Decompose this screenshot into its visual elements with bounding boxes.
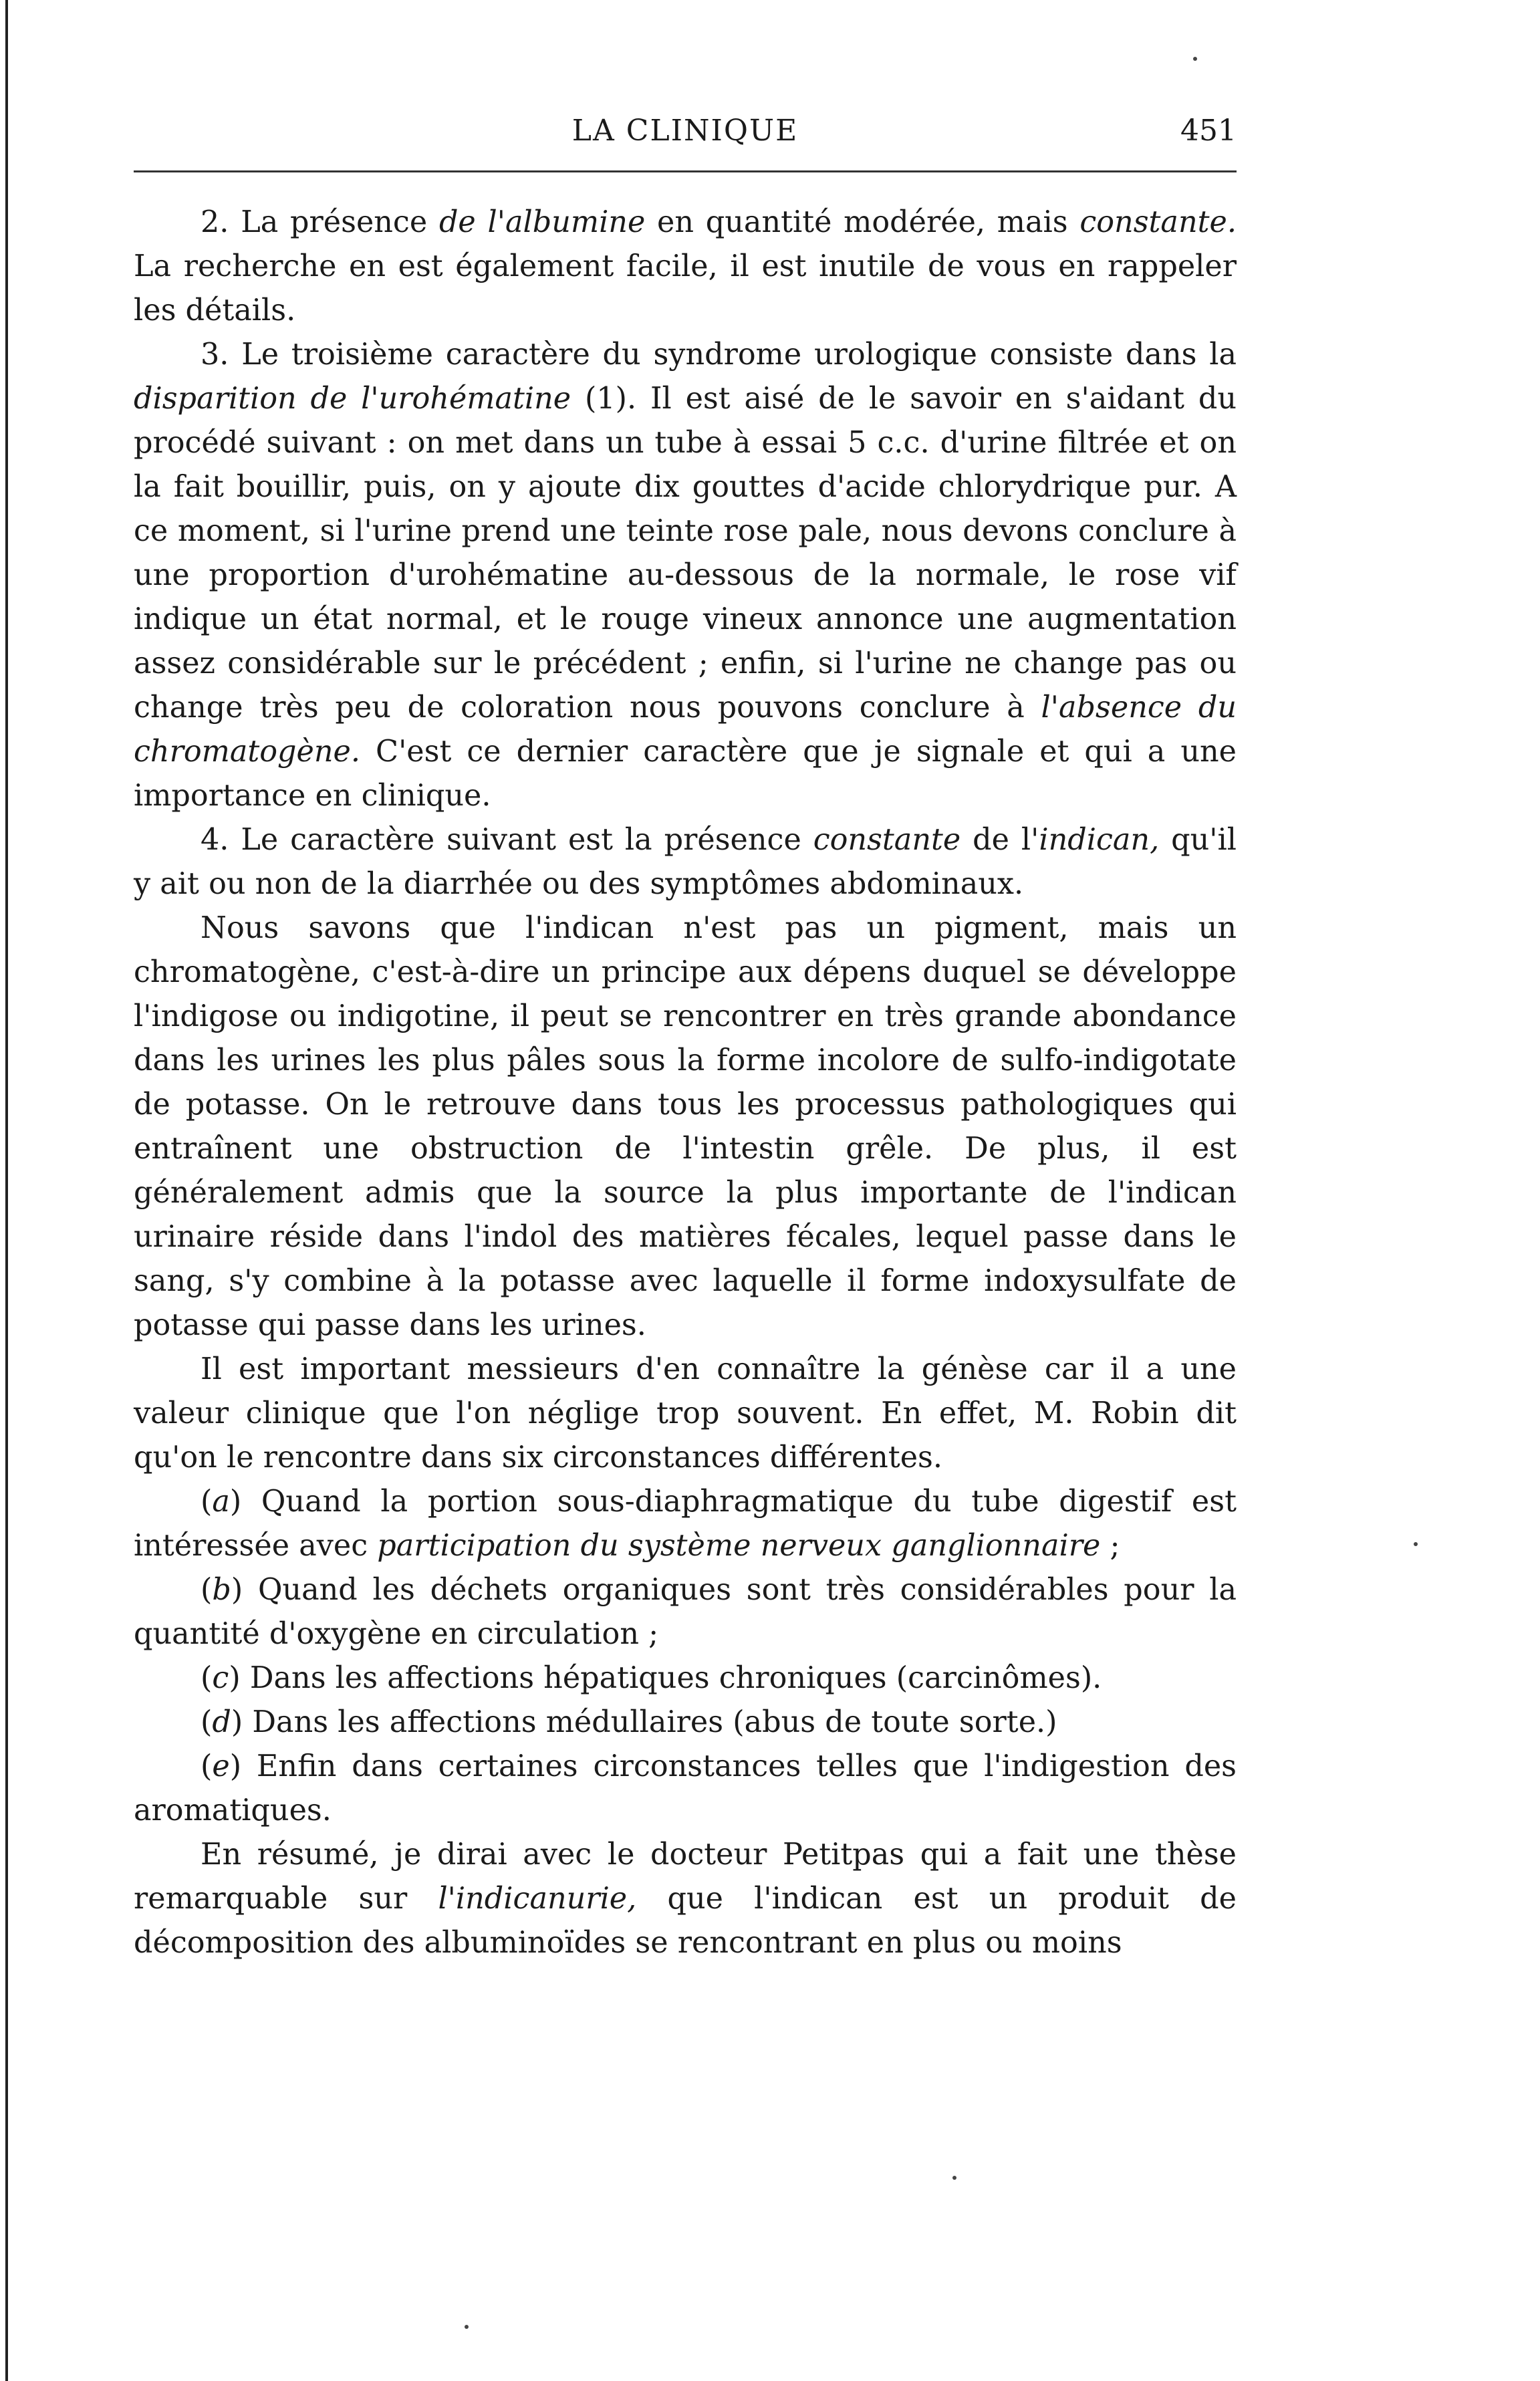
italic-run: constante — [813, 823, 961, 857]
scan-speck — [952, 2176, 956, 2180]
paragraph-genese: Il est important messieurs d'en connaître la génèse car il a une valeur clinique que l'on néglige trop souvent. En effet, M. Robin dit qu'on le rencontre dans six circonstances différentes. — [134, 1352, 1237, 1475]
text-run: qu'il y ait ou non de la diarrhée ou des symptômes abdominaux. — [134, 823, 1237, 901]
text-run: ( — [201, 1485, 213, 1519]
scan-speck — [1414, 1542, 1418, 1546]
page-header — [134, 107, 1237, 160]
page-number: 451 — [1180, 114, 1237, 148]
italic-run: b — [212, 1573, 231, 1607]
text-run: C'est ce dernier caractère que je signale et qui a une importance en clinique. — [134, 735, 1237, 813]
paragraph-chromatogene: Nous savons que l'indican n'est pas un pigment, mais un chromatogène, c'est-à-dire un principe aux dépens duquel se développe l'indigose ou indigotine, il peut se rencontrer en très grande abondance dans les urines les plus pâles sous la forme incolore de sulfo-indigotate de potasse. On le retrouve dans tous les processus pathologiques qui entraînent une obstruction de l'intestin grêle. De plus, il est généralement admis que la source la plus importante de l'indican urinaire réside dans l'indol des matières fécales, lequel passe dans le sang, s'y combine à la potasse avec laquelle il forme indoxysulfate de potasse qui passe dans les urines. — [134, 911, 1237, 1342]
italic-run: indican, — [1039, 823, 1160, 857]
list-item-a — [134, 1480, 1237, 1568]
italic-run: c — [212, 1661, 229, 1695]
text-run: ) Quand les déchets organiques sont très considérables pour la quantité d'oxygène en circulation ; — [134, 1573, 1237, 1651]
italic-run: d — [212, 1705, 231, 1739]
running-title: LA CLINIQUE — [571, 114, 799, 148]
text-run: La recherche en est également facile, il est inutile de vous en rappeler les détails. — [134, 249, 1237, 328]
italic-run: l'absence du chromatogène. — [134, 691, 1237, 769]
scan-speck — [1193, 57, 1197, 61]
italic-run: a — [212, 1485, 230, 1519]
text-run: En résumé, je dirai avec le docteur Petitpas qui a fait une thèse remarquable sur — [134, 1838, 1237, 1916]
text-run: ( — [201, 1705, 213, 1739]
list-item-d — [134, 1701, 1237, 1745]
list-item-b — [134, 1568, 1237, 1656]
italic-run: de l'albumine — [438, 205, 646, 239]
text-run: ( — [201, 1573, 213, 1607]
paragraph-resume — [134, 1833, 1237, 1965]
italic-run: constante. — [1079, 205, 1237, 239]
text-run: ( — [201, 1661, 213, 1695]
paragraph-urohematine — [134, 333, 1237, 818]
italic-run: e — [212, 1749, 230, 1783]
text-run: ) Dans les affections hépatiques chroniques (carcinômes). — [229, 1661, 1102, 1695]
text-run: 4. Le caractère suivant est la présence — [201, 823, 813, 857]
text-run: ) Enfin dans certaines circonstances telles que l'indigestion des aromatiques. — [134, 1749, 1237, 1828]
italic-run: disparition de l'urohématine — [134, 382, 571, 416]
list-item-e — [134, 1745, 1237, 1833]
scan-speck — [465, 2325, 469, 2329]
text-run: ; — [1100, 1529, 1120, 1563]
text-run: 2. La présence — [201, 205, 439, 239]
page-binding-edge — [5, 0, 8, 2381]
text-run: (1). Il est aisé de le savoir en s'aidant du procédé suivant : on met dans un tube à essai 5 c.c. d'urine filtrée et on la fait bouillir, puis, on y ajoute dix gouttes d'acide chlorydrique pur. A ce moment, si l'urine prend une teinte rose pale, nous devons conclure à une proportion d'urohématine au-dessous de la normale, le rose vif indique un état normal, et le rouge vineux annonce une augmentation assez considérable sur le précédent ; enfin, si l'urine ne change pas ou change très peu de coloration nous pouvons conclure à — [134, 382, 1237, 725]
italic-run: participation du système nerveux ganglionnaire — [377, 1529, 1101, 1563]
text-run: de l' — [960, 823, 1039, 857]
italic-run: l'indicanurie, — [438, 1882, 637, 1916]
list-item-c — [134, 1656, 1237, 1701]
text-run: ) Dans les affections médullaires (abus de toute sorte.) — [231, 1705, 1057, 1739]
text-run: que l'indican est un produit de décomposition des albuminoïdes se rencontrant en plus ou moins — [134, 1882, 1237, 1960]
text-run: en quantité modérée, mais — [645, 205, 1080, 239]
text-run: ) Quand la portion sous-diaphragmatique du tube digestif est intéressée avec — [134, 1485, 1237, 1563]
paragraph-albumine — [134, 201, 1237, 333]
paragraph-indican — [134, 818, 1237, 906]
text-run: 3. Le troisième caractère du syndrome urologique consiste dans la — [201, 338, 1237, 372]
header-rule — [134, 170, 1237, 172]
page-body — [134, 201, 1237, 1965]
text-run: ( — [201, 1749, 213, 1783]
